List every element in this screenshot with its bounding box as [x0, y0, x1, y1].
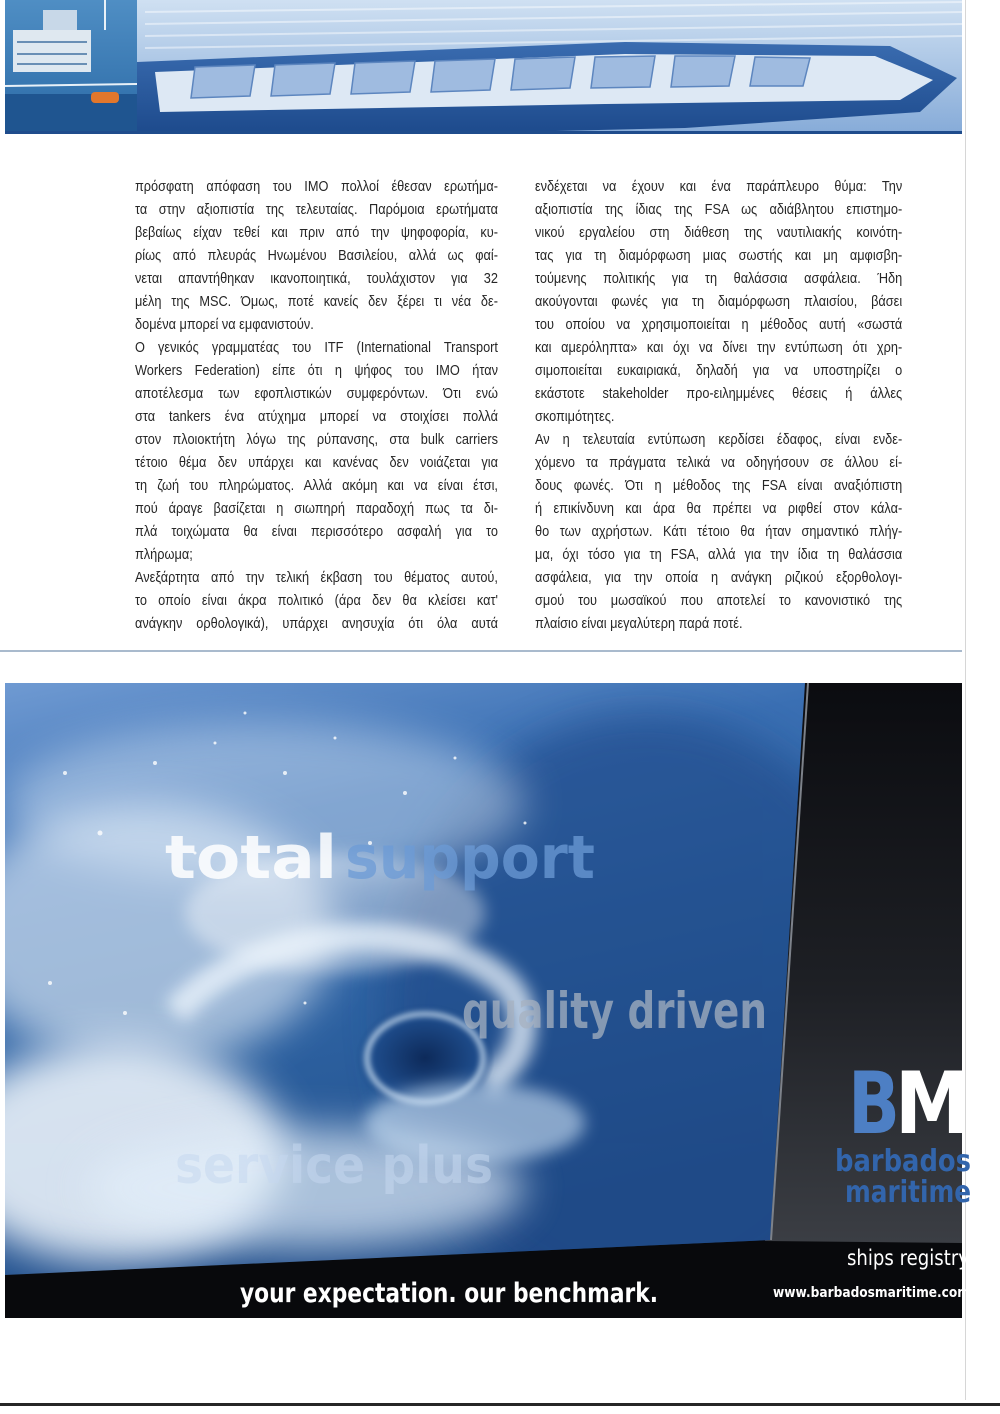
article-line: πλήρωμα;	[135, 546, 193, 563]
article-line: νεται απαντήθηκαν ικανοποιητικά, τουλάχιστον για 32	[135, 270, 498, 287]
article-line: πού άραγε βασίζεται η σιωπηρή παραδοχή πως τα δι-	[135, 500, 498, 517]
website-url: www.barbadosmaritime.com	[773, 1285, 970, 1301]
article-line: Workers Federation) είπε ότι η ψήφος του IMO ήταν	[135, 362, 498, 379]
ship-bow-photo	[5, 0, 137, 134]
article-line: χόμενο τα πράγματα τελικά να οδηγήσουν σε άλλου εί-	[535, 454, 903, 471]
article-line: και αμερόληπτα» και όχι να δίνει την εντύπωση ότι χρη-	[535, 339, 903, 356]
ad-slogan: your expectation. our benchmark.	[240, 1278, 658, 1309]
article-line: Ο γενικός γραμματέας του ITF (International Transport	[135, 339, 498, 356]
article-line: του οποίου να χρησιμοποιείται η μέθοδος αυτή «σωστά	[535, 316, 903, 333]
article-line: Ανεξάρτητα από την τελική έκβαση του θέματος αυτού,	[135, 569, 498, 586]
tagline-service-plus: service plus	[175, 1136, 493, 1196]
article-line: εκάστοτε stakeholder προ-ειλημμένες θέσεις ή άλλες	[535, 385, 903, 402]
article-line: σκοπιμότητες.	[535, 408, 615, 425]
brand-name-barbados: barbados	[835, 1144, 971, 1179]
article-column-right	[535, 175, 902, 635]
article-line: αξιοπιστία της ίδιας της FSA ως αδιάβλητου επιστημο-	[535, 201, 903, 218]
brand-name-maritime: maritime	[845, 1175, 971, 1210]
article-line: ακούγονται φωνές για τη διαμόρφωση πλαισίου, βάσει	[535, 293, 903, 310]
article-line: μέλη της MSC. Όμως, ποτέ κανείς δεν ξέρει τι νέα δε-	[135, 293, 498, 310]
bottom-rule	[0, 1403, 1000, 1406]
article-line: τη ζωή του πληρώματος. Αλλά ακόμη και να είναι έτσι,	[135, 477, 498, 494]
wave-photo	[0, 683, 905, 1313]
article-line: σιμοποιείται ευκαιριακά, δηλαδή για να υποστηρίζει ο	[535, 362, 903, 379]
tagline-quality-driven: quality driven	[462, 982, 767, 1040]
headline-total: total	[165, 823, 337, 893]
logo-letter-b: B	[848, 1054, 900, 1154]
article-line: δομένα μπορεί να εμφανιστούν.	[135, 316, 314, 333]
headline-support: support	[345, 823, 595, 893]
article-line: σμού του μωσαϊκού που αποτελεί το κανονιστικό της	[535, 592, 903, 609]
article-line: πλαίσιο είναι μεγαλύτερη παρά ποτέ.	[535, 615, 743, 632]
article-line: Αν η τελευταία εντύπωση κερδίσει έδαφος, είναι ενδε-	[535, 431, 903, 448]
barbados-maritime-advertisement	[5, 683, 971, 1318]
article-line: ασφάλεια, για την οποία η ανάγκη ριζικού εξορθολογι-	[535, 569, 903, 586]
ad-artwork	[5, 683, 971, 1318]
article-line: στα tankers ένα ατύχημα μπορεί να στοιχίσει πολλά	[135, 408, 498, 425]
article-line: τούμενης πολιτικής για τη θαλάσσια ασφάλεια. Ήδη	[535, 270, 903, 287]
section-divider	[0, 650, 962, 652]
article-line: πλά τοιχώματα θα είναι περισσότερο ασφαλή για το	[135, 523, 498, 540]
article-line: τέτοιο θέμα δεν υπάρχει και κανένας δεν νοιάζεται για	[135, 454, 498, 471]
article-line: στον πλοιοκτήτη λόγω της ρύπανσης, στα bulk carriers	[135, 431, 498, 448]
article-line: βεβαίως είχαν τεθεί και πριν από την ψηφοφορία, κυ-	[135, 224, 498, 241]
article-line: τα στην αξιοπιστία της τελευταίας. Παρόμοια ερωτήματα	[135, 201, 498, 218]
ships-registry-label: ships registry	[847, 1246, 969, 1270]
article-line: πρόσφατη απόφαση του IMO πολλοί έθεσαν ερωτήμα-	[135, 178, 498, 195]
article-line: ανάγκην ορθολογικά), υπάρχει ανησυχία ότι όλα αυτά	[135, 615, 498, 632]
article-line: ρίως από πλευράς Ηνωμένου Βασιλείου, αλλά ως φαί-	[135, 247, 498, 264]
article-line: το οποίο είναι άκρα πολιτικό (άρα δεν θα κλείσει κατ'	[135, 592, 498, 609]
article-line: ενδέχεται να έχουν και ένα παράπλευρο θύμα: Την	[535, 178, 903, 195]
article-line: ή επικίνδυνη και άρα θα πρέπει να ριφθεί στον κάλα-	[535, 500, 903, 517]
article-line: θο των αχρήστων. Κάτι τέτοιο θα ήταν σημαντικό πλήγ-	[535, 523, 903, 540]
article-column-left	[135, 175, 498, 635]
article-line: τας για τη διαμόρφωση μιας σωστής και μη αμφισβη-	[535, 247, 903, 264]
header-ship-banner	[5, 0, 962, 134]
article-line: αποτέλεσμα των εφοπλιστικών συμφερόντων. Ότι ενώ	[135, 385, 498, 402]
article-line: δους φωνές. Ότι η μέθοδος της FSA είναι αναξιόπιστη	[535, 477, 903, 494]
logo-letter-m: M	[895, 1054, 969, 1154]
article-line: μα, όχι τόσο για τη FSA, αλλά για την ίδια τη θαλάσσια	[535, 546, 903, 563]
article-line: νικού εργαλείου στη διάθεση της ναυτιλιακής κοινότη-	[535, 224, 903, 241]
